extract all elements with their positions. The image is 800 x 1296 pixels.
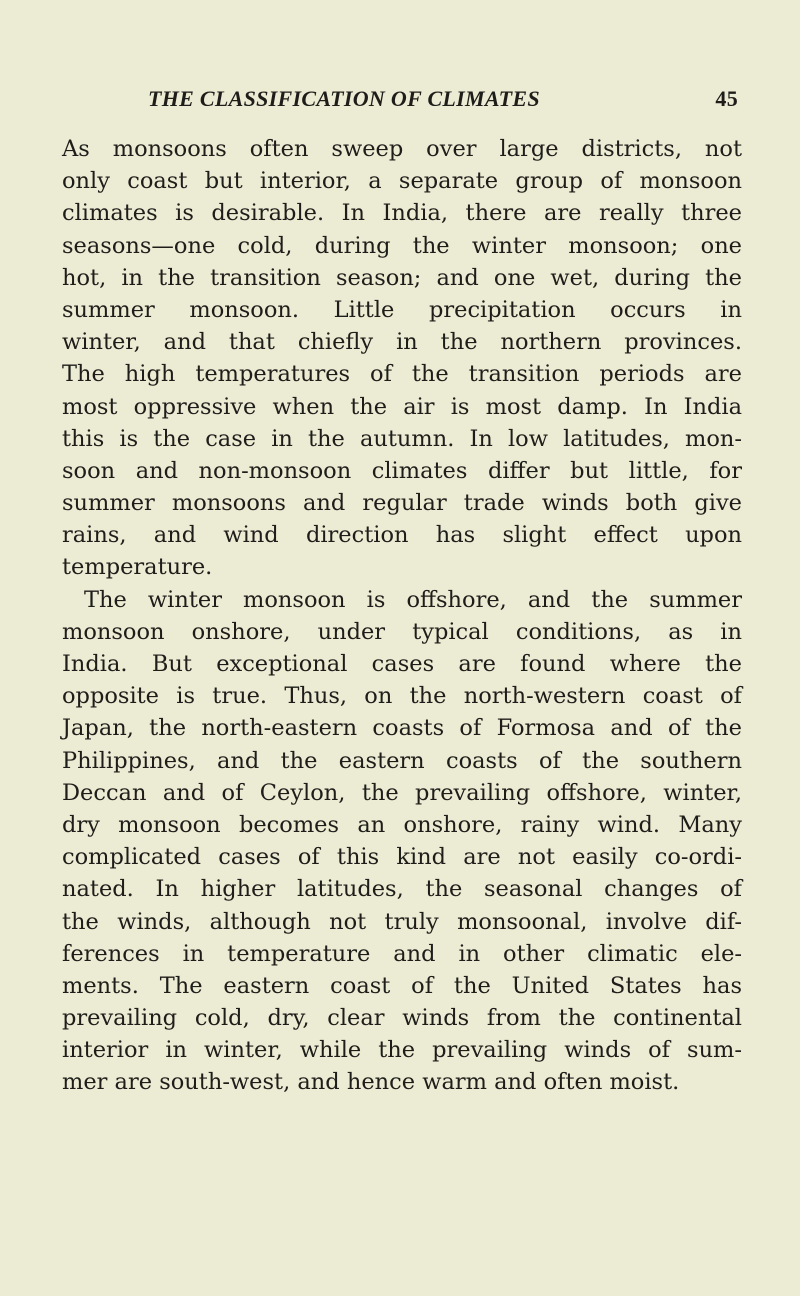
text-line: temperature. [62,554,213,581]
text-line: ferences in temperature and in other climatic ele- [62,940,742,967]
text-line: nated. In higher latitudes, the seasonal changes of [62,876,742,903]
text-line: soon and non-monsoon climates differ but little, for [62,457,742,484]
text-line: hot, in the transition season; and one wet, during the [62,264,742,291]
text-line: prevailing cold, dry, clear winds from the continental [62,1005,742,1032]
text-line: ments. The eastern coast of the United States has [62,972,742,999]
text-line: mer are south-west, and hence warm and often moist. [62,1069,680,1096]
text-line: India. But exceptional cases are found where the [62,651,742,677]
text-line: the winds, although not truly monsoonal, involve dif- [62,908,742,935]
text-line: monsoon onshore, under typical conditions, as in [62,618,742,645]
text-line: winter, and that chiefly in the northern provinces. [62,329,742,356]
text-line: summer monsoon. Little precipitation occurs in [62,296,742,323]
text-line: most oppressive when the air is most damp. In India [62,393,742,420]
paragraph-monsoon-climates [62,133,742,584]
text-line: The high temperatures of the transition periods are [62,361,742,388]
text-line: opposite is true. Thus, on the north-western coast of [62,683,742,710]
text-line: climates is desirable. In India, there are really three [62,200,742,227]
text-line: dry monsoon becomes an onshore, rainy wind. Many [62,811,742,838]
text-line: Philippines, and the eastern coasts of the southern [62,747,742,774]
text-line: Deccan and of Ceylon, the prevailing offshore, winter, [62,779,742,806]
running-title: THE CLASSIFICATION OF CLIMATES [148,86,540,111]
text-line: summer monsoons and regular trade winds both give [62,490,742,517]
text-line: only coast but interior, a separate group of monsoon [62,168,742,195]
page-number: 45 [715,86,738,111]
text-line: As monsoons often sweep over large districts, not [62,136,742,162]
body-text [62,133,742,1099]
text-line: rains, and wind direction has slight effect upon [62,522,742,549]
paragraph-winter-monsoon [62,584,742,1099]
text-line: interior in winter, while the prevailing winds of sum- [62,1037,742,1064]
text-line: this is the case in the autumn. In low latitudes, mon- [62,425,742,452]
running-head [148,86,738,116]
text-line: The winter monsoon is offshore, and the summer [84,586,742,613]
text-line: Japan, the north-eastern coasts of Formosa and of the [62,715,742,742]
text-line: seasons—one cold, during the winter monsoon; one [62,232,742,259]
text-line: complicated cases of this kind are not easily co-ordi- [62,844,742,871]
